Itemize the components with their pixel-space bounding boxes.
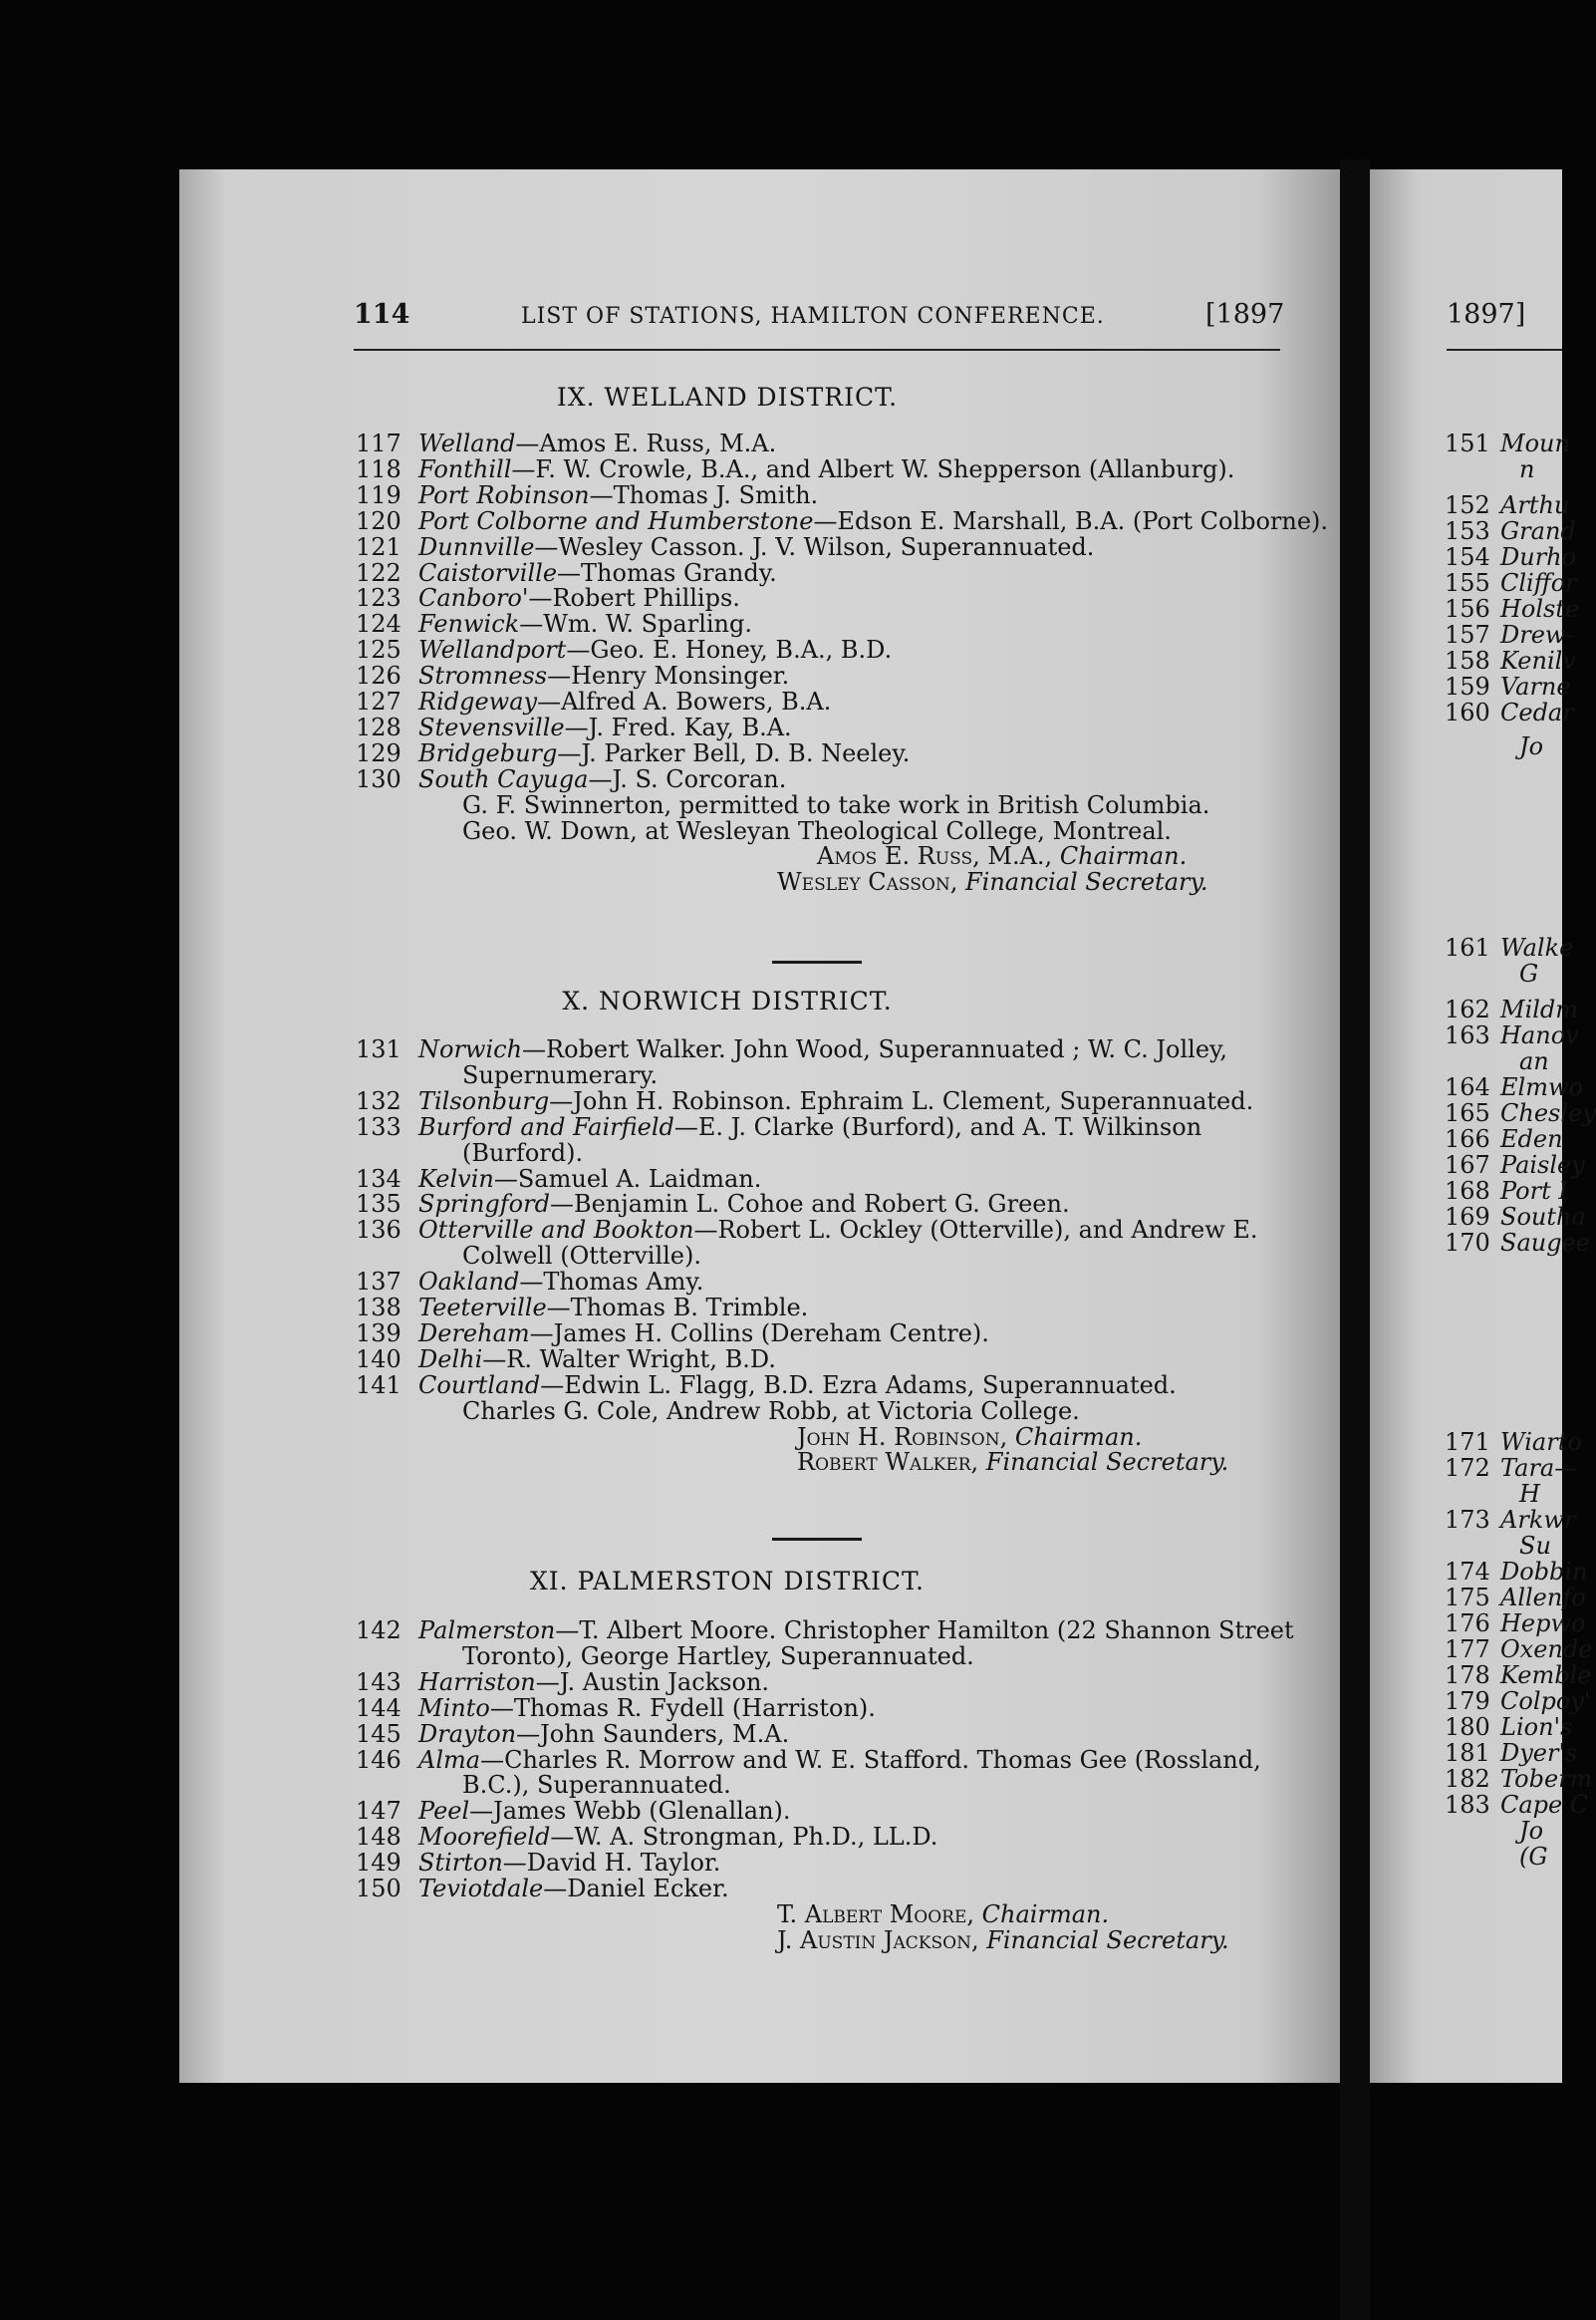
station-number: 172 — [1445, 1454, 1490, 1482]
station-name: Durho — [1500, 543, 1577, 571]
station-body — [418, 1036, 1227, 1062]
station-appointment: —Edwin L. Flagg, B.D. Ezra Adams, Superannuated. — [540, 1370, 1177, 1399]
chairman-name: Amos E. Russ, M.A., — [817, 842, 1053, 871]
station-appointment: —Geo. E. Honey, B.A., B.D. — [566, 636, 893, 665]
station-name: Port Robinson — [418, 480, 590, 509]
station-body — [418, 585, 740, 611]
station-name: Toberm — [1500, 1765, 1593, 1793]
station-name: Saugee — [1500, 1229, 1590, 1257]
station-number: 131 — [356, 1035, 401, 1063]
station-body — [418, 1217, 1258, 1243]
station-appointment: —John H. Robinson. Ephraim L. Clement, Superannuated. — [549, 1086, 1254, 1115]
secretary-signature — [777, 869, 1207, 895]
station-appointment: —James H. Collins (Dereham Centre). — [529, 1318, 989, 1347]
station-body — [418, 431, 776, 456]
station-name: Jo — [1519, 1817, 1544, 1845]
station-name: Norwich — [418, 1035, 523, 1063]
station-number: 130 — [356, 764, 401, 793]
station-number: 127 — [356, 688, 401, 716]
station-appointment: —Thomas Grandy. — [557, 558, 777, 587]
station-name: Lion's — [1500, 1713, 1573, 1741]
station-appointment: —Wm. W. Sparling. — [519, 610, 753, 639]
station-name: Fonthill — [418, 454, 512, 483]
station-name: Palmerston — [418, 1616, 556, 1644]
station-appointment: —Charles R. Morrow and W. E. Stafford. Thomas Gee (Rossland, — [480, 1745, 1261, 1774]
station-name: Oakland — [418, 1268, 520, 1297]
station-number: 129 — [356, 738, 401, 767]
station-body — [418, 1295, 808, 1320]
secretary-signature — [797, 1449, 1228, 1475]
station-name: Cliffor — [1500, 569, 1577, 597]
section-divider — [772, 961, 862, 964]
station-name: Peel — [418, 1797, 470, 1826]
station-body — [418, 508, 1328, 534]
station-body — [418, 1191, 1070, 1217]
station-appointment: —J. S. Corcoran. — [588, 764, 787, 793]
station-number: 178 — [1445, 1661, 1490, 1689]
station-number: 177 — [1445, 1635, 1490, 1663]
secretary-role: Financial Secretary. — [985, 1448, 1229, 1477]
right-header-year: 1897] — [1447, 299, 1526, 330]
station-name: Southa — [1500, 1203, 1586, 1231]
station-name: Tilsonburg — [418, 1086, 550, 1115]
station-name: Stevensville — [418, 713, 565, 741]
station-body — [418, 1669, 769, 1695]
secretary-role: Financial Secretary. — [965, 868, 1208, 897]
station-number: 146 — [356, 1745, 401, 1774]
station-number: 165 — [1445, 1099, 1490, 1127]
station-name: Minto — [418, 1693, 490, 1722]
station-appointment: —Daniel Ecker. — [543, 1875, 729, 1902]
station-body — [418, 1721, 789, 1747]
station-body — [418, 1166, 761, 1192]
station-number: 140 — [356, 1344, 401, 1373]
station-appointment: —E. J. Clarke (Burford), and A. T. Wilkinson — [673, 1112, 1202, 1141]
station-number: 124 — [356, 610, 401, 639]
station-name: Ridgeway — [418, 688, 538, 716]
station-appointment: —Thomas R. Fydell (Harriston). — [489, 1693, 876, 1722]
station-name: Port I — [1500, 1177, 1568, 1205]
station-body — [418, 1876, 729, 1901]
station-name: Arkwr — [1500, 1506, 1576, 1534]
station-number: 145 — [356, 1719, 401, 1748]
station-name: Stirton — [418, 1849, 503, 1878]
station-number: 120 — [356, 506, 401, 535]
station-appointment: —Alfred A. Bowers, B.A. — [537, 688, 832, 716]
station-name: Arthu — [1500, 491, 1570, 519]
district-note: Charles G. Cole, Andrew Robb, at Victoria College. — [462, 1396, 1080, 1425]
station-name: Chesley — [1500, 1099, 1596, 1127]
station-number: 163 — [1445, 1021, 1490, 1049]
station-name: Wiarto — [1500, 1428, 1582, 1456]
station-body — [418, 766, 786, 792]
station-name: Port Colborne and Humberstone — [418, 506, 814, 535]
station-number: 149 — [356, 1849, 401, 1878]
station-name: Courtland — [418, 1370, 541, 1399]
station-number: 153 — [1445, 517, 1490, 545]
station-continuation: Toronto), George Hartley, Superannuated. — [462, 1641, 974, 1670]
station-name: Dunnville — [418, 532, 535, 561]
station-name: Teviotdale — [418, 1875, 544, 1902]
header-rule — [354, 349, 1280, 351]
district-title: X. NORWICH DISTRICT. — [562, 987, 893, 1015]
station-continuation: (Burford). — [462, 1138, 584, 1167]
station-number: 121 — [356, 532, 401, 561]
station-name: Delhi — [418, 1344, 483, 1373]
station-number: 147 — [356, 1797, 401, 1826]
station-name: (G — [1519, 1843, 1548, 1871]
station-number: 123 — [356, 584, 401, 613]
station-name: n — [1519, 455, 1535, 483]
station-continuation: B.C.), Superannuated. — [462, 1771, 731, 1800]
station-number: 179 — [1445, 1687, 1490, 1715]
station-body — [418, 482, 818, 508]
station-number: 151 — [1445, 430, 1490, 457]
station-number: 155 — [1445, 569, 1490, 597]
station-number: 118 — [356, 454, 401, 483]
station-body — [418, 456, 1234, 482]
station-name: Alma — [418, 1745, 481, 1774]
station-number: 158 — [1445, 647, 1490, 675]
secretary-name: Robert Walker, — [797, 1448, 979, 1477]
station-number: 167 — [1445, 1151, 1490, 1179]
station-appointment: —J. Parker Bell, D. B. Neeley. — [557, 738, 911, 767]
station-number: 183 — [1445, 1791, 1490, 1819]
station-number: 125 — [356, 636, 401, 665]
station-name: Tara— — [1500, 1454, 1579, 1482]
station-number: 152 — [1445, 491, 1490, 519]
station-body — [418, 637, 892, 663]
station-name: Otterville and Bookton — [418, 1216, 694, 1245]
station-name: Bridgeburg — [418, 738, 558, 767]
station-body — [418, 1088, 1253, 1114]
chairman-signature — [817, 843, 1187, 869]
station-appointment: —J. Austin Jackson. — [535, 1667, 770, 1696]
station-body — [418, 1747, 1261, 1773]
station-name: Harriston — [418, 1667, 536, 1696]
station-appointment: —W. A. Strongman, Ph.D., LL.D. — [550, 1823, 938, 1852]
station-number: 134 — [356, 1164, 401, 1193]
station-appointment: —Thomas J. Smith. — [589, 480, 819, 509]
station-name: Springford — [418, 1190, 550, 1219]
section-divider — [772, 1538, 862, 1541]
page-number: 114 — [354, 299, 410, 330]
station-name: Drew- — [1500, 621, 1574, 649]
station-number: 150 — [356, 1875, 401, 1902]
station-number: 137 — [356, 1268, 401, 1297]
station-appointment: —Henry Monsinger. — [547, 662, 790, 691]
chairman-role: Chairman. — [1014, 1422, 1143, 1451]
station-number: 182 — [1445, 1765, 1490, 1793]
station-appointment: —Robert L. Ockley (Otterville), and Andrew E. — [693, 1216, 1258, 1245]
station-number: 139 — [356, 1318, 401, 1347]
station-appointment: —Robert Phillips. — [528, 584, 740, 613]
station-name: H — [1519, 1480, 1540, 1508]
station-appointment: —R. Walter Wright, B.D. — [482, 1344, 776, 1373]
station-name: Wellandport — [418, 636, 567, 665]
station-name: Cape C — [1500, 1791, 1589, 1819]
district-title: IX. WELLAND DISTRICT. — [556, 383, 899, 412]
district-note: Geo. W. Down, at Wesleyan Theological College, Montreal. — [462, 816, 1172, 845]
station-body — [418, 560, 777, 586]
chairman-name: John H. Robinson, — [797, 1422, 1008, 1451]
station-appointment: —F. W. Crowle, B.A., and Albert W. Shepperson (Allanburg). — [511, 454, 1235, 483]
station-number: 162 — [1445, 996, 1490, 1023]
station-body — [418, 1824, 937, 1850]
station-number: 168 — [1445, 1177, 1490, 1205]
station-name: G — [1519, 960, 1539, 988]
station-number: 173 — [1445, 1506, 1490, 1534]
station-number: 159 — [1445, 673, 1490, 701]
station-name: Jo — [1519, 732, 1544, 760]
station-appointment: —Wesley Casson. J. V. Wilson, Superannuated. — [534, 532, 1095, 561]
station-number: 175 — [1445, 1584, 1490, 1611]
station-number: 170 — [1445, 1229, 1490, 1257]
station-number: 143 — [356, 1667, 401, 1696]
chairman-name: T. Albert Moore, — [777, 1899, 975, 1928]
station-number: 142 — [356, 1616, 401, 1644]
station-name: Kenilv — [1500, 647, 1576, 675]
station-number: 136 — [356, 1216, 401, 1245]
station-body — [418, 1617, 1294, 1643]
station-name: Dobbin — [1500, 1558, 1588, 1586]
station-name: Teeterville — [418, 1294, 547, 1321]
station-name: South Cayuga — [418, 764, 589, 793]
station-name: Dereham — [418, 1318, 530, 1347]
station-body — [418, 534, 1094, 560]
chairman-signature — [797, 1424, 1142, 1450]
station-name: Elmwo — [1500, 1073, 1583, 1101]
station-continuation: Colwell (Otterville). — [462, 1242, 701, 1271]
station-body — [418, 1850, 720, 1876]
chairman-signature — [777, 1901, 1109, 1927]
secretary-name: Wesley Casson, — [777, 868, 958, 897]
district-note: G. F. Swinnerton, permitted to take work in British Columbia. — [462, 790, 1210, 819]
station-name: Grand — [1500, 517, 1576, 545]
station-number: 128 — [356, 713, 401, 741]
chairman-role: Chairman. — [981, 1899, 1110, 1928]
station-appointment: —Edson E. Marshall, B.A. (Port Colborne). — [813, 506, 1329, 535]
station-appointment: —Amos E. Russ, M.A. — [515, 430, 777, 457]
station-name: Oxende — [1500, 1635, 1593, 1663]
station-number: 117 — [356, 430, 401, 457]
station-name: Eden — [1500, 1125, 1563, 1153]
station-number: 171 — [1445, 1428, 1490, 1456]
station-number: 119 — [356, 480, 401, 509]
station-name: Moun — [1500, 430, 1570, 457]
station-number: 181 — [1445, 1739, 1490, 1767]
station-name: Dyer's — [1500, 1739, 1578, 1767]
station-name: Holste — [1500, 595, 1580, 623]
station-name: Colpoy' — [1500, 1687, 1591, 1715]
chairman-role: Chairman. — [1059, 842, 1188, 871]
station-name: Varne — [1500, 673, 1571, 701]
station-number: 157 — [1445, 621, 1490, 649]
station-continuation: Supernumerary. — [462, 1060, 659, 1089]
station-body — [418, 740, 910, 766]
station-name: Welland — [418, 430, 516, 457]
station-number: 138 — [356, 1294, 401, 1321]
station-name: Cedar — [1500, 699, 1574, 726]
station-number: 154 — [1445, 543, 1490, 571]
station-appointment: —T. Albert Moore. Christopher Hamilton (22 Shannon Street — [555, 1616, 1294, 1644]
station-number: 135 — [356, 1190, 401, 1219]
station-name: Paisley — [1500, 1151, 1585, 1179]
secretary-signature — [777, 1927, 1229, 1953]
station-number: 160 — [1445, 699, 1490, 726]
station-appointment: —Robert Walker. John Wood, Superannuated ; W. C. Jolley, — [522, 1035, 1228, 1063]
station-name: Su — [1519, 1532, 1551, 1560]
station-number: 132 — [356, 1086, 401, 1115]
station-name: Walke — [1500, 934, 1574, 962]
station-number: 174 — [1445, 1558, 1490, 1586]
station-name: Allenfo — [1500, 1584, 1586, 1611]
station-body — [418, 663, 789, 689]
station-body — [418, 1320, 989, 1346]
station-number: 156 — [1445, 595, 1490, 623]
station-appointment: —J. Fred. Kay, B.A. — [564, 713, 792, 741]
station-number: 144 — [356, 1693, 401, 1722]
station-body — [418, 689, 831, 715]
running-title: LIST OF STATIONS, HAMILTON CONFERENCE. — [521, 304, 1105, 329]
station-name: an — [1519, 1047, 1549, 1075]
station-number: 176 — [1445, 1609, 1490, 1637]
station-number: 126 — [356, 662, 401, 691]
station-name: Kemble — [1500, 1661, 1592, 1689]
station-appointment: —Thomas Amy. — [519, 1268, 704, 1297]
station-body — [418, 1372, 1177, 1398]
station-name: Hanov — [1500, 1021, 1579, 1049]
station-body — [418, 1798, 791, 1824]
station-number: 161 — [1445, 934, 1490, 962]
station-name: Burford and Fairfield — [418, 1112, 674, 1141]
station-name: Hepwo — [1500, 1609, 1586, 1637]
station-name: Canboro' — [418, 584, 529, 613]
station-number: 148 — [356, 1823, 401, 1852]
station-number: 164 — [1445, 1073, 1490, 1101]
station-number: 169 — [1445, 1203, 1490, 1231]
right-header-rule — [1447, 349, 1562, 351]
station-body — [418, 611, 752, 637]
station-body — [418, 1695, 876, 1721]
station-number: 180 — [1445, 1713, 1490, 1741]
station-name: Mildm — [1500, 996, 1579, 1023]
station-appointment: —David H. Taylor. — [502, 1849, 721, 1878]
station-body — [418, 1114, 1201, 1140]
station-appointment: —Thomas B. Trimble. — [546, 1294, 809, 1321]
station-name: Caistorville — [418, 558, 558, 587]
station-appointment: —James Webb (Glenallan). — [469, 1797, 791, 1826]
station-name: Kelvin — [418, 1164, 494, 1193]
station-number: 166 — [1445, 1125, 1490, 1153]
district-title: XI. PALMERSTON DISTRICT. — [529, 1567, 926, 1595]
station-number: 122 — [356, 558, 401, 587]
station-number: 133 — [356, 1112, 401, 1141]
station-name: Moorefield — [418, 1823, 551, 1852]
station-body — [418, 715, 792, 740]
station-name: Drayton — [418, 1719, 517, 1748]
station-number: 141 — [356, 1370, 401, 1399]
secretary-name: J. Austin Jackson, — [777, 1925, 979, 1954]
station-name: Stromness — [418, 662, 548, 691]
station-appointment: —Benjamin L. Cohoe and Robert G. Green. — [549, 1190, 1070, 1219]
station-body — [418, 1346, 776, 1372]
station-body — [418, 1269, 703, 1295]
station-appointment: —John Saunders, M.A. — [516, 1719, 790, 1748]
station-name: Fenwick — [418, 610, 520, 639]
secretary-role: Financial Secretary. — [986, 1925, 1229, 1954]
book-gutter — [1340, 159, 1370, 2320]
header-year: [1897 — [1205, 299, 1285, 330]
station-appointment: —Samuel A. Laidman. — [493, 1164, 762, 1193]
